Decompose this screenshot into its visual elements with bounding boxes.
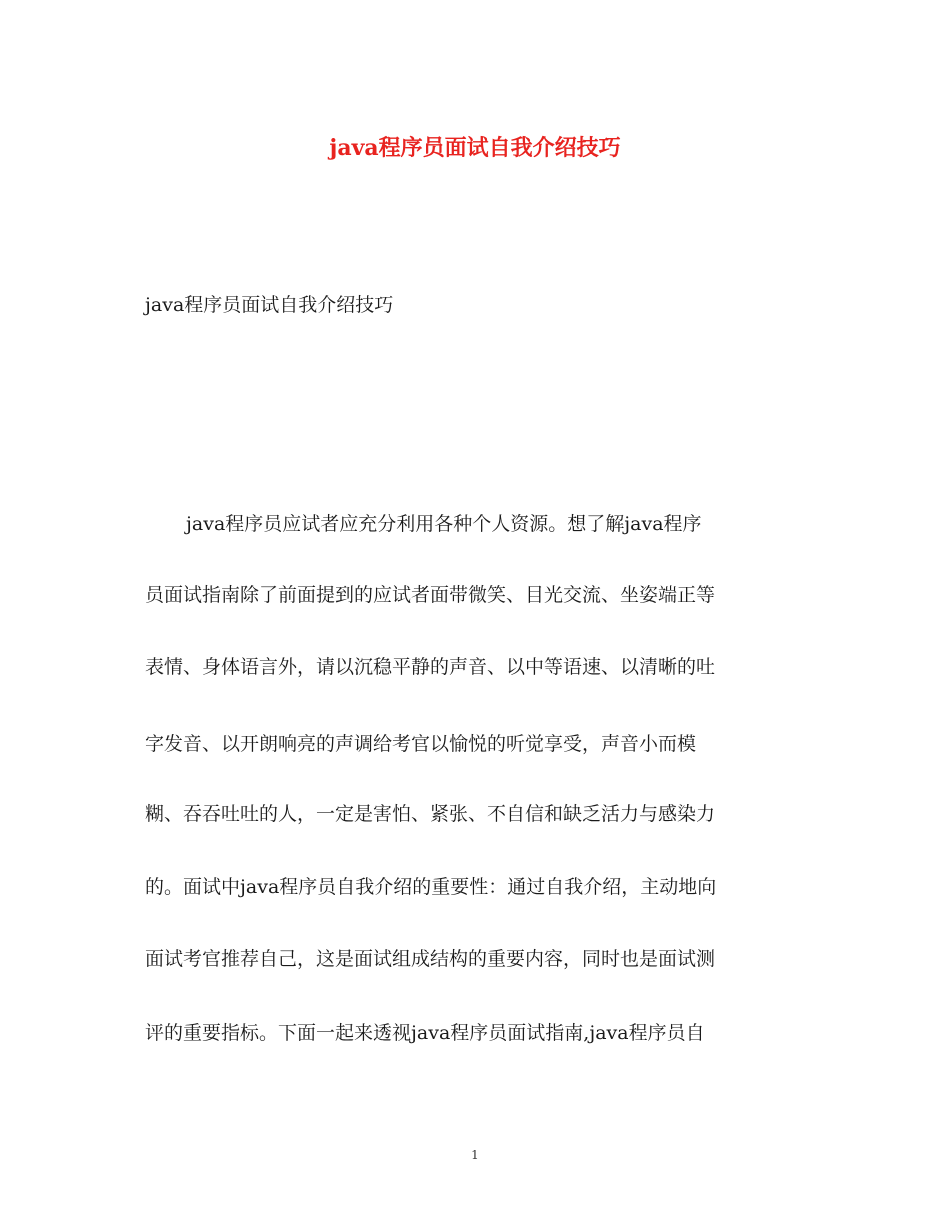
body-line: 糊、吞吞吐吐的人，一定是害怕、紧张、不自信和缺乏活力与感染力 xyxy=(145,803,716,825)
body-line: 评的重要指标。下面一起来透视java程序员面试指南,java程序员自 xyxy=(145,1022,705,1044)
document-subtitle: java程序员面试自我介绍技巧 xyxy=(145,294,394,316)
page-number: 1 xyxy=(471,1148,479,1162)
body-line: 的。面试中java程序员自我介绍的重要性：通过自我介绍，主动地向 xyxy=(145,876,717,898)
body-line: 员面试指南除了前面提到的应试者面带微笑、目光交流、坐姿端正等 xyxy=(145,584,716,606)
body-line: java程序员应试者应充分利用各种个人资源。想了解java程序 xyxy=(186,513,702,535)
body-line: 表情、身体语言外，请以沉稳平静的声音、以中等语速、以清晰的吐 xyxy=(145,656,716,678)
body-line: 字发音、以开朗响亮的声调给考官以愉悦的听觉享受，声音小而模 xyxy=(145,733,697,755)
body-line: 面试考官推荐自己，这是面试组成结构的重要内容，同时也是面试测 xyxy=(145,948,716,970)
document-title: java程序员面试自我介绍技巧 xyxy=(329,135,621,161)
